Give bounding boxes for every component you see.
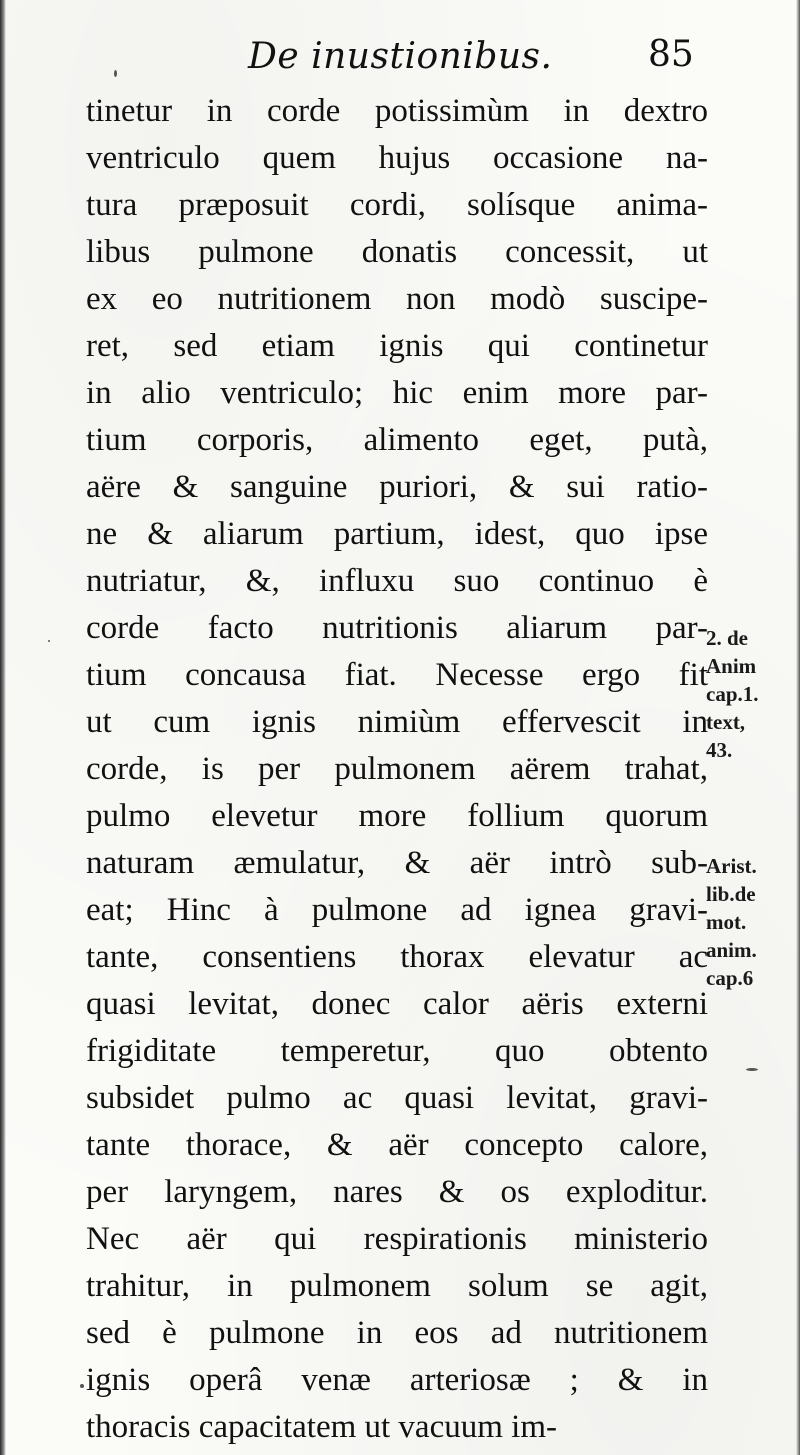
running-head: De inustionibus. — [248, 36, 553, 77]
text-line: ignis operâ venæ arteriosæ ; & in — [86, 1362, 708, 1398]
text-line: quasi levitat, donec calor aëris externi — [86, 986, 708, 1022]
text-line: tante thorace, & aër concepto calore, — [86, 1127, 708, 1163]
margin-note-line: text, — [706, 710, 746, 734]
text-line: tante, consentiens thorax elevatur ac — [86, 939, 708, 975]
text-line: tinetur in corde potissimùm in dextro — [86, 93, 708, 129]
text-line: subsidet pulmo ac quasi levitat, gravi- — [86, 1080, 708, 1116]
text-line: in alio ventriculo; hic enim more par- — [86, 375, 708, 411]
page-edge-shadow-left — [0, 0, 6, 1455]
margin-note-line: anim. — [706, 938, 757, 962]
text-line: corde facto nutritionis aliarum par- — [86, 610, 708, 646]
print-speck — [80, 1384, 84, 1388]
text-line: ventriculo quem hujus occasione na- — [86, 140, 708, 176]
text-line: trahitur, in pulmonem solum se agit, — [86, 1268, 708, 1304]
text-line: ut cum ignis nimiùm effervescit in — [86, 704, 708, 740]
text-line: Nec aër qui respirationis ministerio — [86, 1221, 708, 1257]
text-line: naturam æmulatur, & aër intrò sub- — [86, 845, 708, 881]
text-line: pulmo elevetur more follium quorum — [86, 798, 708, 834]
margin-note — [706, 624, 800, 764]
body-text — [86, 88, 708, 1451]
margin-note-line: lib.de — [706, 882, 756, 906]
margin-note-line: mot. — [706, 910, 747, 934]
text-line: tium concausa fiat. Necesse ergo fit — [86, 657, 708, 693]
margin-note-line: 2. de — [706, 626, 748, 650]
text-line: ret, sed etiam ignis qui continetur — [86, 328, 708, 364]
text-line: ne & aliarum partium, idest, quo ipse — [86, 516, 708, 552]
text-line: aëre & sanguine puriori, & sui ratio- — [86, 469, 708, 505]
text-line: tium corporis, alimento eget, putà, — [86, 422, 708, 458]
margin-note — [706, 852, 800, 992]
text-line: tura præposuit cordi, solísque anima- — [86, 187, 708, 223]
margin-note-line: Anim — [706, 654, 757, 678]
page-number: 85 — [648, 34, 694, 75]
print-speck — [114, 70, 117, 77]
text-line: thoracis capacitatem ut vacuum im- — [86, 1409, 557, 1445]
text-line: sed è pulmone in eos ad nutritionem — [86, 1315, 708, 1351]
text-line: ex eo nutritionem non modò suscipe- — [86, 281, 708, 317]
text-line: per laryngem, nares & os exploditur. — [86, 1174, 708, 1210]
margin-note-line: 43. — [706, 738, 733, 762]
print-speck — [48, 640, 50, 642]
text-line: frigiditate temperetur, quo obtento — [86, 1033, 708, 1069]
margin-note-line: Arist. — [706, 854, 757, 878]
text-line: eat; Hinc à pulmone ad ignea gravi- — [86, 892, 708, 928]
print-speck — [746, 1068, 758, 1071]
margin-note-line: cap.1. — [706, 682, 759, 706]
margin-note-line: cap.6 — [706, 966, 754, 990]
text-line: nutriatur, &, influxu suo continuo è — [86, 563, 708, 599]
text-line: corde, is per pulmonem aërem trahat, — [86, 751, 708, 787]
text-line: libus pulmone donatis concessit, ut — [86, 234, 708, 270]
